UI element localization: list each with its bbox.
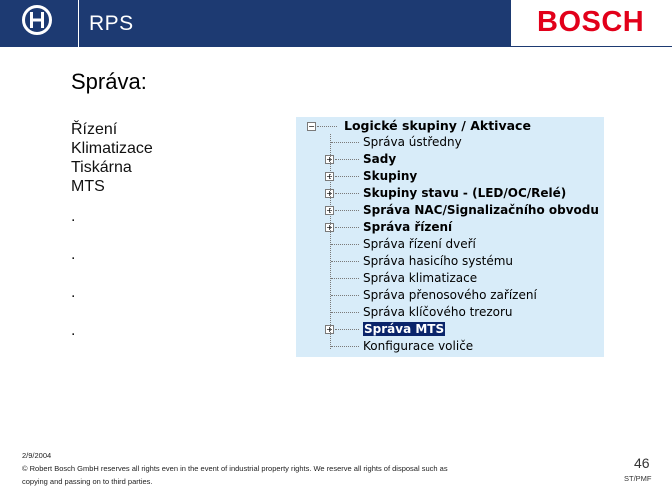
tree-item[interactable] (296, 202, 604, 219)
page-title: Správa: (71, 69, 147, 94)
tree-item-label: Správa hasicího systému (363, 254, 514, 268)
list-item: Řízení (71, 121, 118, 138)
list-item: . (71, 322, 76, 339)
header-bar (79, 0, 511, 47)
list-item: . (71, 284, 76, 301)
tree-connector (331, 278, 359, 279)
tree-item[interactable] (296, 185, 604, 202)
header-divider (79, 46, 672, 47)
tree-item-label: Skupiny stavu - (LED/OC/Relé) (363, 186, 567, 200)
tree-item[interactable] (296, 338, 604, 355)
footer-date: 2/9/2004 (22, 451, 52, 460)
tree-connector (331, 142, 359, 143)
list-item: . (71, 208, 76, 225)
page-number: 46 (634, 455, 650, 471)
expand-icon[interactable]: + (326, 223, 333, 232)
tree-item-label: Konfigurace voliče (363, 339, 474, 353)
bosch-logo: BOSCH (537, 6, 645, 38)
tree-connector (335, 210, 359, 211)
list-item: MTS (71, 178, 105, 195)
tree-item-label: Správa řízení dveří (363, 237, 476, 251)
tree-connector (331, 312, 359, 313)
tree-connector (335, 159, 359, 160)
topic-list (71, 120, 153, 341)
footer-copyright-2: copying and passing on to third parties. (22, 477, 153, 486)
tree-item-label: Správa přenosového zařízení (363, 288, 537, 302)
tree-guide-line (330, 134, 331, 349)
tree-item-label: Správa ústředny (363, 135, 462, 149)
tree-item[interactable] (296, 168, 604, 185)
tree-item[interactable] (296, 236, 604, 253)
tree-connector (335, 227, 359, 228)
tree-item-label: Správa řízení (363, 220, 453, 234)
tree-item[interactable] (296, 270, 604, 287)
tree-connector (331, 295, 359, 296)
tree-connector (331, 261, 359, 262)
expand-icon[interactable]: + (326, 155, 333, 164)
header-logo-block (0, 0, 78, 47)
tree-connector (331, 346, 359, 347)
tree-connector (335, 193, 359, 194)
tree-item[interactable] (296, 219, 604, 236)
tree-item-label: Správa NAC/Signalizačního obvodu (363, 203, 599, 217)
collapse-icon[interactable]: − (308, 122, 315, 131)
tree-item[interactable] (296, 253, 604, 270)
tree-item-label: Sady (363, 152, 397, 166)
tree-root[interactable] (296, 117, 604, 134)
list-item: Tiskárna (71, 159, 132, 176)
tree-item[interactable] (296, 287, 604, 304)
tree-item-label: Správa MTS (364, 322, 445, 336)
expand-icon[interactable]: + (326, 325, 333, 334)
expand-icon[interactable]: + (326, 189, 333, 198)
tree-connector (335, 176, 359, 177)
expand-icon[interactable]: + (326, 206, 333, 215)
tree-item[interactable] (296, 321, 604, 338)
tree-root-label: Logické skupiny / Aktivace (344, 118, 531, 133)
tree-connector (335, 329, 359, 330)
tree-item-label: Správa klimatizace (363, 271, 478, 285)
tree-item-label: Správa klíčového trezoru (363, 305, 513, 319)
bosch-armature-icon (22, 5, 52, 35)
app-title: RPS (89, 12, 134, 35)
expand-icon[interactable]: + (326, 172, 333, 181)
tree-item[interactable] (296, 151, 604, 168)
tree-item[interactable] (296, 304, 604, 321)
tree-connector (317, 126, 337, 127)
list-item: Klimatizace (71, 140, 153, 157)
department-code: ST/PMF (624, 474, 652, 483)
tree-item-label: Skupiny (363, 169, 418, 183)
footer-copyright-1: © Robert Bosch GmbH reserves all rights even in the event of industrial property rights. We reserve all rights of disposal such as (22, 464, 448, 473)
tree-view[interactable] (296, 117, 604, 357)
list-item: . (71, 246, 76, 263)
tree-item[interactable] (296, 134, 604, 151)
tree-connector (331, 244, 359, 245)
footer-legal (22, 449, 448, 488)
